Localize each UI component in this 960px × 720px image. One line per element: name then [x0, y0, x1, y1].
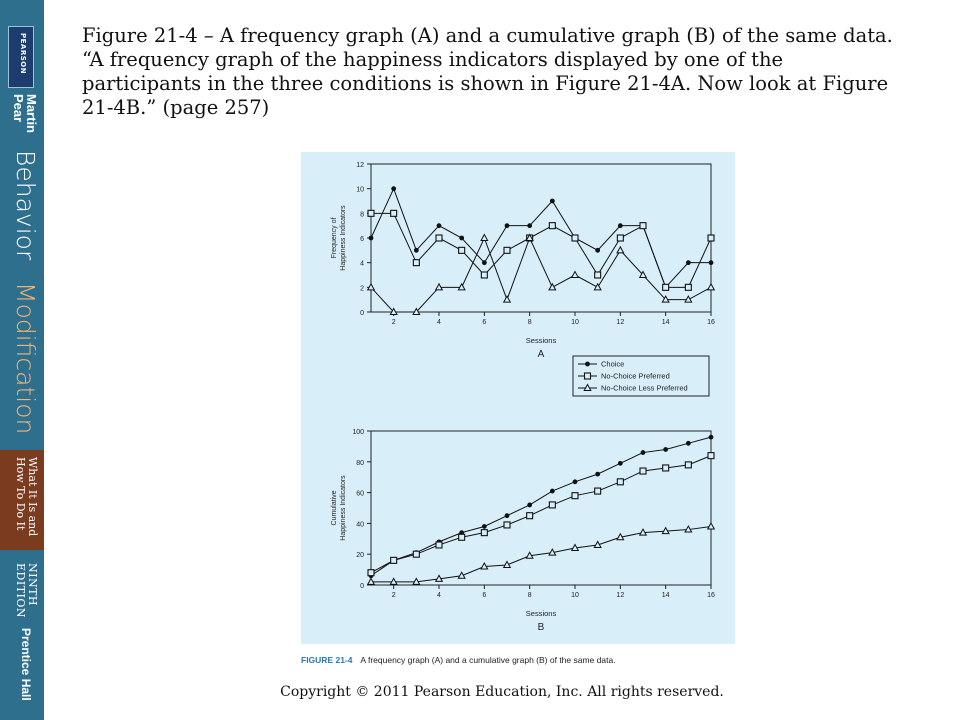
chart-a-series-1-point: [482, 260, 487, 265]
chart-b-series-2-point: [708, 453, 714, 459]
pearson-logo-text: PEARSON: [19, 33, 27, 75]
chart-a-series-2-point: [436, 235, 442, 241]
chart-b-series-1-point: [641, 450, 646, 455]
chart-b-x-tick-label: 12: [616, 592, 625, 599]
edition-line-1: NINTH: [26, 563, 39, 607]
chart-b-series-2-point: [595, 488, 601, 494]
chart-b-series-1-point: [550, 489, 555, 494]
chart-a-x-tick-label: 8: [527, 319, 532, 326]
chart-b-y-axis-label-line-2: Happiness Indicators: [340, 475, 347, 541]
chart-b-y-tick-label: 80: [356, 459, 364, 467]
chart-a-series-2-point: [640, 223, 646, 229]
chart-b-plot-frame: [371, 431, 711, 585]
chart-a-series-3-point: [504, 296, 511, 302]
chart-b-series-2-point: [504, 522, 510, 528]
chart-a-y-tick-label: 12: [356, 162, 364, 169]
chart-a-series-3-point: [617, 247, 624, 253]
chart-b-x-tick-label: 8: [527, 592, 532, 599]
figure-caption-label: FIGURE 21-4: [301, 655, 353, 665]
book-tagline: [14, 457, 38, 536]
chart-a-series-2-point: [413, 260, 419, 266]
chart-a-x-tick-label: 12: [616, 319, 625, 326]
chart-b-series-1-point: [527, 503, 532, 508]
chart-a-series-1-point: [505, 223, 510, 228]
chart-a-series-1-point: [369, 236, 374, 241]
chart-b-x-axis-label: Sessions: [525, 609, 557, 618]
chart-a-series-3-point: [458, 284, 465, 290]
chart-b-y-tick-label: 100: [352, 429, 364, 436]
chart-b-series-2-point: [685, 462, 691, 468]
chart-b-y-tick-label: 60: [356, 490, 364, 498]
chart-a-series-2-point: [572, 235, 578, 241]
copyright-notice: Copyright © 2011 Pearson Education, Inc. All rights reserved.: [280, 684, 724, 700]
chart-a-series-1-point: [459, 236, 464, 241]
chart-a-series-3-point: [594, 284, 601, 290]
chart-svg: [301, 152, 735, 644]
chart-a-series-2-point: [459, 247, 465, 253]
chart-b-y-axis-label-line-1: Cumulative: [331, 490, 338, 526]
chart-a-series-2-point: [595, 272, 601, 278]
chart-a-x-tick-label: 14: [661, 319, 670, 326]
chart-b-series-2-point: [617, 479, 623, 485]
chart-a-series-3-point: [481, 235, 488, 241]
chart-b-x-tick-label: 10: [571, 592, 579, 599]
chart-b-series-1-point: [663, 447, 668, 452]
chart-a-series-2-point: [549, 223, 555, 229]
chart-b-series-2-point: [391, 557, 397, 563]
chart-a-series-1-point: [437, 223, 442, 228]
chart-b-series-2-point: [663, 465, 669, 471]
book-authors: [12, 94, 38, 133]
pearson-logo: [8, 26, 34, 88]
chart-a-y-axis-label-line-1: Frequency of: [331, 217, 338, 259]
chart-b-series-3-point: [708, 523, 715, 529]
chart-b-series-2-point: [481, 530, 487, 536]
publisher-logo: Prentice Hall: [19, 628, 33, 701]
chart-a-series-3-point: [708, 284, 715, 290]
chart-a-series-1-point: [709, 260, 714, 265]
chart-a-series-1-point: [686, 260, 691, 265]
book-edition: [14, 563, 38, 618]
chart-a-series-2-point: [391, 210, 397, 216]
chart-b-series-2-point: [527, 513, 533, 519]
chart-a-panel-label: A: [537, 349, 545, 360]
figure-panel: [301, 152, 735, 644]
chart-a-y-tick-label: 8: [360, 211, 364, 219]
slide-caption: Figure 21-4 – A frequency graph (A) and a cumulative graph (B) of the same data. “A frequency graph of the happiness indicators displayed by one of the participants in the three conditions is shown in Figure 21-4A. Now look at Figure 21-4B.” (page 257): [82, 24, 893, 119]
chart-b-x-tick-label: 4: [437, 592, 441, 599]
tagline-line-2: How To Do It: [14, 457, 27, 531]
chart-b-panel-label: B: [537, 622, 545, 633]
author-2: Pear: [11, 94, 26, 123]
chart-a-series-2-point: [481, 272, 487, 278]
chart-a-x-tick-label: 6: [482, 319, 487, 326]
chart-b-series-2-point: [459, 534, 465, 540]
chart-b-series-1-point: [482, 524, 487, 529]
chart-b-series-1-point: [709, 435, 714, 440]
chart-b-x-tick-label: 6: [482, 592, 487, 599]
chart-a-series-3-point: [368, 284, 375, 290]
chart-a-series-line-3: [371, 238, 711, 312]
chart-a-x-tick-label: 2: [391, 319, 396, 326]
chart-b-series-1-point: [618, 461, 623, 466]
sidebar: [0, 0, 44, 720]
chart-a-series-1-point: [527, 223, 532, 228]
chart-b-series-2-point: [572, 493, 578, 499]
chart-b-x-tick-label: 16: [707, 592, 715, 599]
chart-a-series-2-point: [504, 247, 510, 253]
legend-label-1: Choice: [601, 359, 625, 369]
chart-a-plot-frame: [371, 164, 711, 312]
chart-b-series-2-point: [640, 468, 646, 474]
chart-a-series-1-point: [618, 223, 623, 228]
chart-b-x-tick-label: 14: [661, 592, 670, 599]
chart-a-x-axis-label: Sessions: [525, 336, 557, 345]
chart-b-y-tick-label: 20: [356, 552, 364, 560]
chart-a-series-1-point: [550, 199, 555, 204]
chart-b-series-1-point: [505, 513, 510, 518]
chart-b-series-line-2: [371, 456, 711, 573]
chart-a-series-2-point: [685, 284, 691, 290]
chart-b-series-2-point: [413, 551, 419, 557]
chart-b-series-1-point: [573, 479, 578, 484]
tagline-line-1: What It Is and: [26, 457, 39, 537]
book-title-part1: Behavior: [11, 150, 40, 261]
legend-label-2: No-Choice Preferred: [601, 371, 670, 381]
figure-caption-text: A frequency graph (A) and a cumulative graph (B) of the same data.: [360, 655, 616, 665]
chart-a-series-1-point: [595, 248, 600, 253]
chart-a-y-tick-label: 0: [360, 310, 364, 317]
edition-line-2: EDITION: [14, 563, 27, 619]
chart-a-x-tick-label: 16: [707, 319, 715, 326]
chart-a-series-2-point: [708, 235, 714, 241]
chart-b-series-1-point: [595, 472, 600, 477]
book-title-part2: Modification: [11, 282, 40, 435]
chart-b-series-1-point: [686, 441, 691, 446]
chart-a-series-2-point: [617, 235, 623, 241]
chart-a-series-2-point: [663, 284, 669, 290]
chart-b-y-tick-label: 0: [360, 583, 364, 590]
chart-a-y-tick-label: 10: [356, 186, 364, 194]
legend-marker-1: [585, 362, 590, 367]
chart-a-series-line-2: [371, 213, 711, 287]
chart-a-y-tick-label: 6: [360, 236, 364, 243]
legend-label-3: No-Choice Less Preferred: [601, 383, 688, 393]
chart-a-series-1-point: [414, 248, 419, 253]
chart-a-series-1-point: [391, 186, 396, 191]
chart-b-y-tick-label: 40: [356, 521, 364, 529]
chart-a-x-tick-label: 10: [571, 319, 579, 326]
figure-caption: [301, 655, 761, 665]
chart-b-x-tick-label: 2: [391, 592, 396, 599]
chart-a-series-3-point: [549, 284, 556, 290]
chart-a-y-tick-label: 2: [360, 285, 364, 293]
chart-a-series-3-point: [436, 284, 443, 290]
chart-b-series-2-point: [549, 502, 555, 508]
chart-a-x-tick-label: 4: [437, 319, 441, 326]
chart-a-series-2-point: [368, 210, 374, 216]
legend-marker-2: [585, 373, 591, 379]
chart-a-y-axis-label-line-2: Happiness Indicators: [340, 205, 347, 271]
chart-a-series-3-point: [572, 272, 579, 278]
chart-a-y-tick-label: 4: [360, 260, 364, 268]
chart-b-series-2-point: [436, 542, 442, 548]
chart-b-series-line-1: [371, 437, 711, 576]
chart-b-series-line-3: [371, 526, 711, 581]
chart-b-series-2-point: [368, 570, 374, 576]
author-1: Martin: [24, 94, 39, 133]
